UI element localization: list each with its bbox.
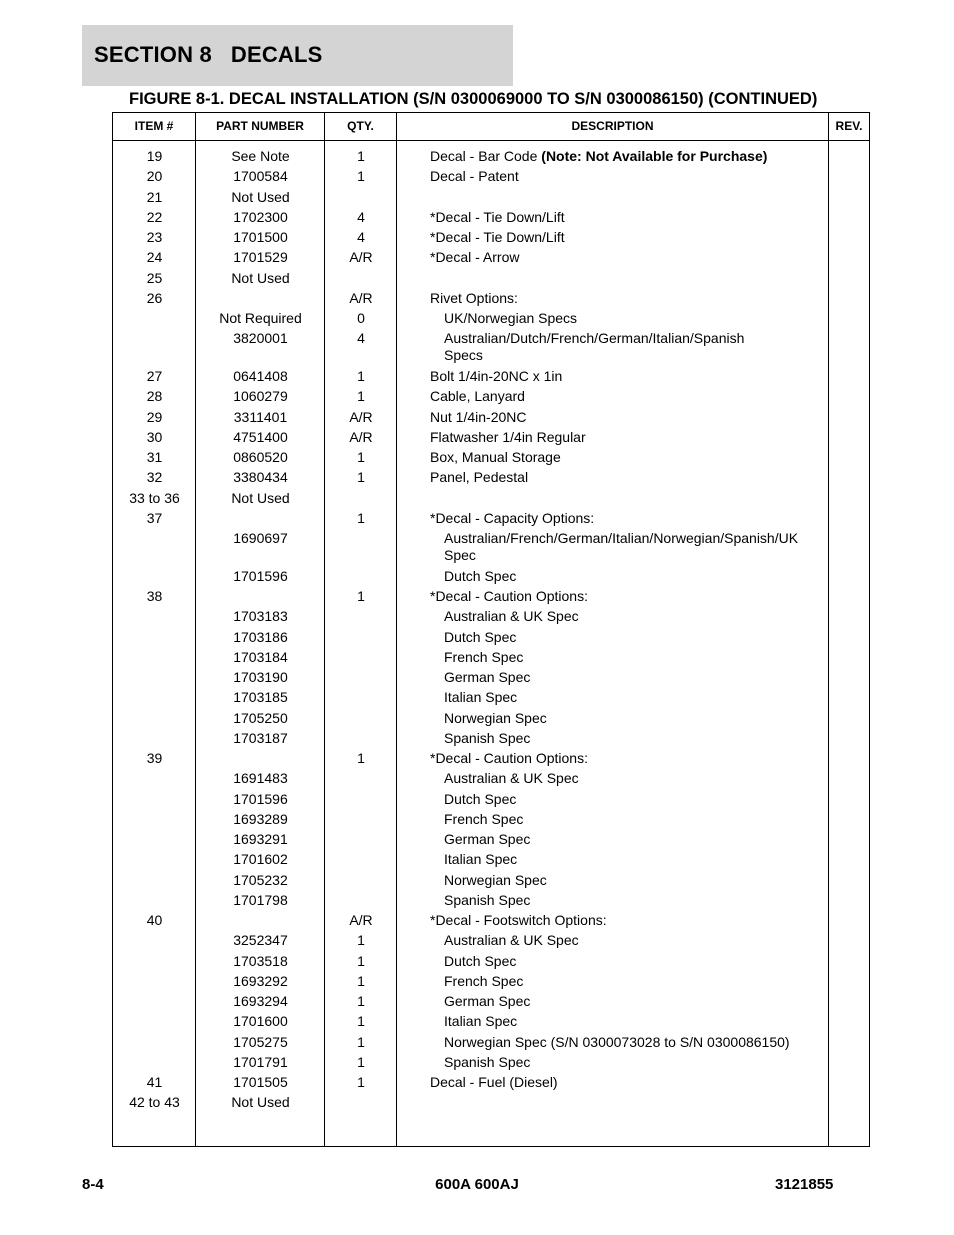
item-number-cell: 39	[146, 750, 163, 766]
description-cell	[444, 689, 825, 706]
description-cell	[444, 770, 825, 787]
item-number-cell: 24	[146, 249, 163, 266]
part-number-cell: 1690697	[233, 530, 288, 546]
description-cell	[444, 629, 825, 646]
part-number-cell: See Note	[231, 148, 290, 164]
part-number-cell: 0641408	[233, 368, 288, 384]
table-row	[113, 1013, 869, 1033]
table-row	[113, 689, 869, 709]
table-row	[113, 892, 869, 912]
table-row	[113, 953, 869, 973]
part-number-cell: 1705275	[233, 1033, 288, 1050]
part-number-cell: Not Used	[231, 489, 290, 506]
section-title: SECTION 8 DECALS	[94, 42, 323, 67]
item-number-cell: 29	[146, 408, 163, 425]
table-row	[113, 249, 869, 269]
part-number-cell: Not Used	[231, 188, 290, 205]
quantity-cell: 1	[357, 588, 365, 604]
part-number-cell: 1705250	[233, 709, 288, 726]
description-text: French Spec	[444, 972, 524, 989]
description-text: *Decal - Capacity Options:	[430, 509, 595, 526]
part-number-cell: 1701600	[233, 1013, 288, 1030]
column-header-rev: REV.	[835, 119, 863, 133]
description-cell	[444, 710, 825, 727]
description-text: *Decal - Tie Down/Lift	[430, 208, 565, 225]
parts-table	[112, 112, 870, 1147]
quantity-cell: 0	[357, 310, 365, 326]
description-text: Australian & UK Spec	[444, 608, 579, 625]
quantity-cell: 1	[357, 368, 365, 384]
table-row	[113, 1094, 869, 1114]
description-cell	[430, 409, 825, 426]
quantity-cell: 1	[357, 449, 365, 465]
description-cell	[444, 973, 825, 990]
quantity-cell: 1	[357, 469, 365, 486]
column-header-qty: QTY.	[347, 119, 374, 133]
part-number-cell: 1703183	[233, 608, 288, 625]
description-text: Norwegian Spec	[444, 709, 547, 726]
table-row	[113, 568, 869, 588]
table-row	[113, 189, 869, 209]
quantity-cell: A/R	[349, 428, 373, 445]
table-row	[113, 973, 869, 993]
description-text: Italian Spec	[444, 1013, 518, 1030]
item-number-cell: 42 to 43	[129, 1094, 180, 1111]
description-text: Panel, Pedestal	[430, 469, 529, 486]
description-cell	[444, 568, 825, 585]
table-row	[113, 229, 869, 249]
quantity-cell: 1	[357, 1053, 365, 1070]
table-row	[113, 510, 869, 530]
description-continuation: Specs	[444, 347, 483, 364]
description-continuation: Spec	[444, 547, 476, 563]
quantity-cell: 1	[357, 1013, 365, 1030]
part-number-cell: 1703184	[233, 648, 288, 665]
part-number-cell: 1703185	[233, 689, 288, 706]
table-row	[113, 993, 869, 1013]
item-number-cell: 32	[146, 469, 163, 486]
part-number-cell: 1693291	[233, 831, 288, 847]
quantity-cell: A/R	[349, 289, 373, 306]
table-row	[113, 770, 869, 790]
description-cell	[430, 750, 825, 767]
description-cell	[444, 649, 825, 666]
table-row	[113, 811, 869, 831]
description-text: Cable, Lanyard	[430, 388, 525, 405]
part-number-cell: 3311401	[233, 408, 288, 425]
item-number-cell: 26	[146, 289, 163, 306]
model-name: 600A 600AJ	[435, 1176, 519, 1193]
description-cell	[444, 310, 825, 327]
table-row	[113, 409, 869, 429]
part-number-cell: 1693294	[233, 993, 288, 1009]
quantity-cell: 1	[357, 1074, 365, 1090]
description-cell	[444, 1054, 825, 1071]
description-cell	[444, 330, 825, 364]
item-number-cell: 31	[146, 449, 163, 465]
description-text: Flatwasher 1/4in Regular	[430, 428, 586, 445]
item-number-cell: 21	[146, 188, 163, 205]
description-text: Box, Manual Storage	[430, 449, 561, 465]
quantity-cell: 1	[357, 932, 365, 949]
description-cell	[430, 510, 825, 527]
description-text: German Spec	[444, 669, 531, 685]
item-number-cell: 25	[146, 269, 163, 286]
table-row	[113, 530, 869, 568]
table-row	[113, 330, 869, 368]
description-text: *Decal - Caution Options:	[430, 750, 588, 766]
part-number-cell: 1701798	[233, 891, 288, 908]
description-text: Decal - Bar Code	[430, 148, 542, 164]
description-text: Australian/French/German/Italian/Norwegian/Spanish/UK	[444, 530, 799, 546]
table-body	[113, 148, 869, 1115]
part-number-cell: 1701505	[233, 1074, 288, 1090]
description-text: Italian Spec	[444, 851, 518, 868]
part-number-cell: 1693289	[233, 810, 288, 827]
item-number-cell: 22	[146, 208, 163, 225]
table-row	[113, 490, 869, 510]
table-row	[113, 730, 869, 750]
quantity-cell: A/R	[349, 408, 373, 425]
description-cell	[444, 932, 825, 949]
part-number-cell: 1701500	[233, 229, 288, 245]
description-text: Nut 1/4in-20NC	[430, 408, 527, 425]
quantity-cell: 4	[357, 330, 365, 347]
item-number-cell: 30	[146, 428, 163, 445]
quantity-cell: A/R	[349, 912, 373, 928]
table-row	[113, 168, 869, 188]
document-number: 3121855	[775, 1176, 834, 1193]
part-number-cell: Not Used	[231, 1094, 290, 1111]
quantity-cell: 1	[357, 972, 365, 989]
table-row	[113, 1074, 869, 1094]
part-number-cell: Not Used	[231, 269, 290, 286]
description-text: German Spec	[444, 831, 531, 847]
description-cell	[430, 429, 825, 446]
column-header-part-number: PART NUMBER	[216, 119, 304, 133]
quantity-cell: 1	[357, 509, 365, 526]
table-row	[113, 872, 869, 892]
table-row	[113, 588, 869, 608]
item-number-cell: 37	[146, 509, 163, 526]
part-number-cell: 1701596	[233, 567, 288, 584]
part-number-cell: 1691483	[233, 770, 288, 787]
description-cell	[444, 669, 825, 686]
table-row	[113, 629, 869, 649]
description-cell	[430, 209, 825, 226]
quantity-cell: 1	[357, 993, 365, 1009]
table-row	[113, 469, 869, 489]
description-cell	[444, 1013, 825, 1030]
table-row	[113, 270, 869, 290]
description-cell	[444, 993, 825, 1010]
part-number-cell: 1705232	[233, 871, 288, 888]
table-row	[113, 649, 869, 669]
description-text: UK/Norwegian Specs	[444, 310, 578, 326]
item-number-cell: 33 to 36	[129, 489, 180, 506]
description-cell	[430, 249, 825, 266]
description-text: Dutch Spec	[444, 790, 517, 807]
table-row	[113, 750, 869, 770]
description-text: Italian Spec	[444, 689, 518, 706]
part-number-cell: 1701602	[233, 851, 288, 868]
description-text: Decal - Fuel (Diesel)	[430, 1074, 558, 1090]
table-row	[113, 388, 869, 408]
description-cell	[444, 831, 825, 848]
part-number-cell: 1703187	[233, 729, 288, 746]
column-header-item: ITEM #	[134, 119, 174, 133]
description-text: Norwegian Spec	[444, 871, 547, 888]
description-text: Dutch Spec	[444, 567, 517, 584]
table-row	[113, 710, 869, 730]
description-cell	[430, 368, 825, 385]
table-row	[113, 148, 869, 168]
table-row	[113, 791, 869, 811]
description-cell	[444, 530, 825, 564]
part-number-cell: 1701596	[233, 790, 288, 807]
description-text: *Decal - Footswitch Options:	[430, 912, 607, 928]
quantity-cell: 1	[357, 148, 365, 164]
page-number: 8-4	[82, 1176, 104, 1193]
table-row	[113, 368, 869, 388]
description-cell	[444, 851, 825, 868]
part-number-cell: 1060279	[233, 388, 288, 405]
description-cell	[444, 608, 825, 625]
table-row	[113, 1054, 869, 1074]
description-text: *Decal - Caution Options:	[430, 588, 588, 604]
description-text: French Spec	[444, 810, 524, 827]
description-text: French Spec	[444, 648, 524, 665]
description-cell	[430, 1074, 825, 1091]
item-number-cell: 27	[146, 368, 163, 384]
table-row	[113, 831, 869, 851]
description-cell	[430, 912, 825, 929]
description-text: Dutch Spec	[444, 952, 517, 969]
description-text: Spanish Spec	[444, 729, 531, 746]
description-cell	[430, 388, 825, 405]
item-number-cell: 23	[146, 229, 163, 245]
table-row	[113, 429, 869, 449]
table-header-row	[113, 113, 869, 141]
table-row	[113, 310, 869, 330]
table-row	[113, 209, 869, 229]
table-row	[113, 669, 869, 689]
description-text: Decal - Patent	[430, 168, 519, 185]
quantity-cell: 4	[357, 208, 365, 225]
description-text: Bolt 1/4in-20NC x 1in	[430, 368, 563, 384]
description-cell	[430, 148, 825, 165]
part-number-cell: 1703190	[233, 669, 288, 685]
item-number-cell: 38	[146, 588, 163, 604]
description-note: (Note: Not Available for Purchase)	[541, 148, 768, 164]
quantity-cell: 4	[357, 229, 365, 245]
table-row	[113, 851, 869, 871]
column-header-description: DESCRIPTION	[571, 119, 654, 133]
item-number-cell: 40	[146, 912, 163, 928]
description-text: German Spec	[444, 993, 531, 1009]
description-text: Dutch Spec	[444, 628, 517, 645]
description-text: Australian/Dutch/French/German/Italian/Spanish	[444, 330, 745, 347]
part-number-cell: 3820001	[233, 330, 288, 347]
quantity-cell: A/R	[349, 249, 373, 266]
part-number-cell: Not Required	[219, 310, 302, 326]
description-text: Australian & UK Spec	[444, 932, 579, 949]
part-number-cell: 1703518	[233, 952, 288, 969]
section-header-band	[82, 25, 513, 86]
description-text: Spanish Spec	[444, 891, 531, 908]
item-number-cell: 20	[146, 168, 163, 185]
table-row	[113, 1034, 869, 1054]
table-row	[113, 912, 869, 932]
description-cell	[444, 892, 825, 909]
part-number-cell: 1703186	[233, 628, 288, 645]
description-cell	[430, 469, 825, 486]
table-row	[113, 608, 869, 628]
part-number-cell: 1702300	[233, 208, 288, 225]
part-number-cell: 1701791	[233, 1053, 288, 1070]
description-cell	[444, 953, 825, 970]
item-number-cell: 19	[146, 148, 163, 164]
quantity-cell: 1	[357, 750, 365, 766]
quantity-cell: 1	[357, 388, 365, 405]
table-row	[113, 932, 869, 952]
figure-title: FIGURE 8-1. DECAL INSTALLATION (S/N 0300069000 TO S/N 0300086150) (CONTINUED)	[129, 90, 818, 108]
description-cell	[444, 791, 825, 808]
description-cell	[444, 730, 825, 747]
description-cell	[430, 229, 825, 246]
table-row	[113, 290, 869, 310]
description-cell	[430, 168, 825, 185]
quantity-cell: 1	[357, 952, 365, 969]
item-number-cell: 28	[146, 388, 163, 405]
description-text: *Decal - Arrow	[430, 249, 520, 266]
part-number-cell: 3252347	[233, 932, 288, 949]
description-cell	[444, 872, 825, 889]
description-text: Rivet Options:	[430, 289, 518, 306]
part-number-cell: 1701529	[233, 249, 288, 266]
description-cell	[430, 449, 825, 466]
description-cell	[444, 811, 825, 828]
part-number-cell: 0860520	[233, 449, 288, 465]
part-number-cell: 1693292	[233, 972, 288, 989]
part-number-cell: 1700584	[233, 168, 288, 185]
part-number-cell: 3380434	[233, 469, 288, 486]
description-text: Australian & UK Spec	[444, 770, 579, 787]
description-text: *Decal - Tie Down/Lift	[430, 229, 565, 245]
part-number-cell: 4751400	[233, 428, 288, 445]
table-row	[113, 449, 869, 469]
quantity-cell: 1	[357, 168, 365, 185]
description-cell	[430, 290, 825, 307]
quantity-cell: 1	[357, 1033, 365, 1050]
description-cell	[430, 588, 825, 605]
description-cell	[444, 1034, 825, 1051]
item-number-cell: 41	[146, 1074, 163, 1090]
description-text: Spanish Spec	[444, 1053, 531, 1070]
description-text: Norwegian Spec (S/N 0300073028 to S/N 0300086150)	[444, 1033, 790, 1050]
